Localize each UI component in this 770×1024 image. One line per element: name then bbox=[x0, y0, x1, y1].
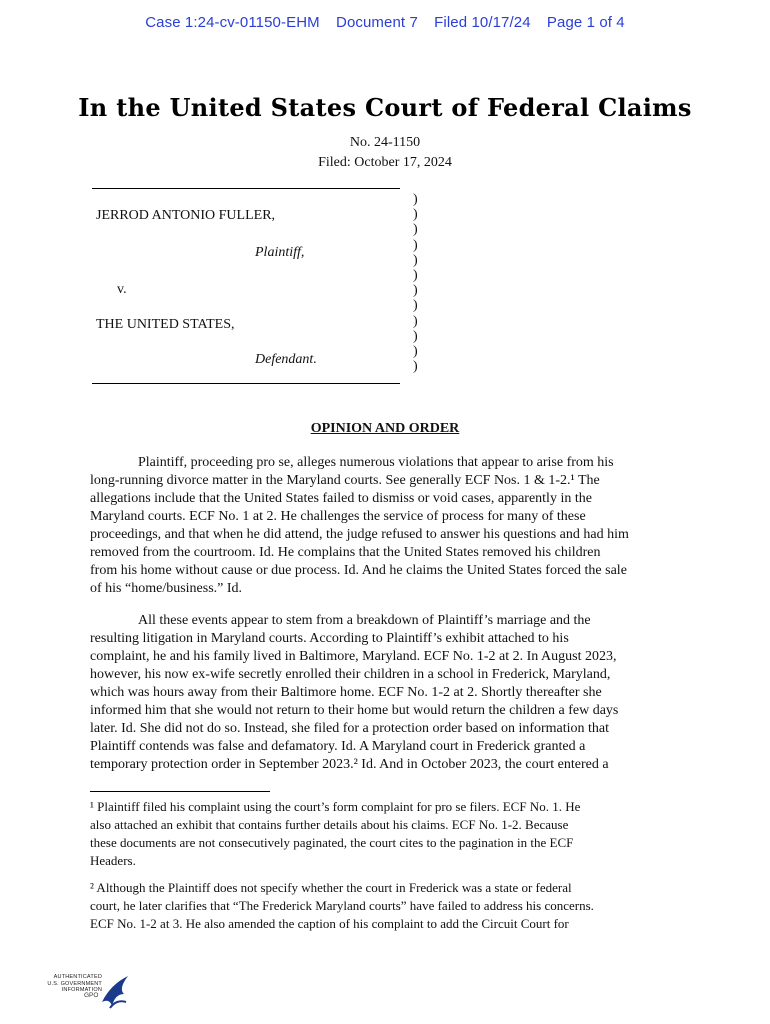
caption-paren: ) bbox=[413, 298, 418, 314]
caption-paren: ) bbox=[413, 192, 418, 207]
document-number-stamp: Document 7 bbox=[336, 14, 418, 31]
paragraph-line: complaint, he and his family lived in Baltimore, Maryland. ECF No. 1-2 at 2. In August 2023, bbox=[90, 649, 617, 664]
paragraph-1 bbox=[90, 454, 680, 598]
court-title: In the United States Court of Federal Claims bbox=[78, 93, 692, 122]
filed-date-stamp: Filed 10/17/24 bbox=[434, 14, 531, 31]
plaintiff-role: Plaintiff, bbox=[255, 245, 305, 260]
caption-paren: ) bbox=[413, 313, 418, 329]
caption-paren: ) bbox=[413, 359, 418, 375]
caption-paren: ) bbox=[413, 328, 418, 344]
paragraph-line: Plaintiff, proceeding pro se, alleges numerous violations that appear to arise from his bbox=[138, 455, 614, 470]
defendant-role: Defendant. bbox=[255, 352, 317, 367]
paragraph-line: from his home without cause or due process. Id. And he claims the United States forced the sale bbox=[90, 563, 627, 578]
paragraph-line: resulting litigation in Maryland courts. According to Plaintiff’s exhibit attached to his bbox=[90, 631, 569, 646]
paragraph-2 bbox=[90, 612, 680, 774]
paragraph-line: Plaintiff contends was false and defamatory. Id. A Maryland court in Frederick granted a bbox=[90, 739, 586, 754]
versus-label: v. bbox=[117, 282, 127, 297]
footnote-divider bbox=[90, 791, 270, 792]
paragraph-line: Maryland courts. ECF No. 1 at 2. He challenges the service of process for many of these bbox=[90, 509, 586, 524]
paragraph-line: long-running divorce matter in the Maryland courts. See generally ECF Nos. 1 & 1-2.¹ The bbox=[90, 473, 600, 488]
gpo-line-3: INFORMATION bbox=[61, 987, 102, 993]
paragraph-line: informed him that she would not return to their home but would return the children a few days bbox=[90, 703, 619, 718]
gpo-line-2: U.S. GOVERNMENT bbox=[47, 980, 102, 987]
gpo-mark: GPO bbox=[84, 992, 99, 999]
caption-paren: ) bbox=[413, 268, 418, 284]
footnote-line: ¹ Plaintiff filed his complaint using the court’s form complaint for pro se filers. ECF No. 1. He bbox=[90, 799, 581, 814]
ecf-header-stamp bbox=[0, 14, 770, 31]
footnote-line: court, he later clarifies that “The Frederick Maryland courts” have failed to address his concerns. bbox=[90, 898, 594, 913]
paragraph-line: however, his now ex-wife secretly enrolled their children in a school in Frederick, Maryland, bbox=[90, 667, 611, 682]
opinion-heading: OPINION AND ORDER bbox=[310, 421, 460, 436]
footnote-1 bbox=[90, 798, 680, 870]
paragraph-line: which was hours away from their Baltimore home. ECF No. 1-2 at 2. Shortly thereafter she bbox=[90, 685, 602, 700]
caption-parentheses bbox=[413, 192, 423, 374]
plaintiff-name: JERROD ANTONIO FULLER, bbox=[96, 208, 276, 223]
footnote-2 bbox=[90, 879, 680, 933]
paragraph-line: allegations include that the United States failed to dismiss or void cases, apparently in the bbox=[90, 491, 592, 506]
footnote-line: also attached an exhibit that contains further details about his claims. ECF No. 1-2. Because bbox=[90, 817, 569, 832]
case-number: No. 24-1150 bbox=[349, 135, 421, 150]
eagle-icon bbox=[96, 972, 132, 1012]
paragraph-line: proceedings, and that when he did attend, the judge refused to answer his questions and had him bbox=[90, 527, 629, 542]
case-number-stamp: Case 1:24-cv-01150-EHM bbox=[145, 14, 320, 31]
caption-bottom-rule bbox=[92, 383, 400, 384]
caption-paren: ) bbox=[413, 237, 418, 253]
paragraph-line: of his “home/business.” Id. bbox=[90, 581, 243, 596]
footnote-line: ECF No. 1-2 at 3. He also amended the caption of his complaint to add the Circuit Court for bbox=[90, 916, 569, 931]
page-number-stamp: Page 1 of 4 bbox=[546, 14, 625, 31]
caption-paren: ) bbox=[413, 344, 418, 360]
footnote-line: these documents are not consecutively paginated, the court cites to the pagination in the ECF bbox=[90, 835, 574, 850]
paragraph-line: removed from the courtroom. Id. He complains that the United States removed his children bbox=[90, 545, 601, 560]
filed-date: Filed: October 17, 2024 bbox=[318, 155, 452, 170]
caption-paren: ) bbox=[413, 252, 418, 268]
footnote-line: ² Although the Plaintiff does not specify whether the court in Frederick was a state or federal bbox=[90, 880, 572, 895]
gpo-authentication-logo bbox=[40, 972, 130, 1016]
defendant-name: THE UNITED STATES, bbox=[96, 317, 235, 332]
paragraph-line: temporary protection order in September 2023.² Id. And in October 2023, the court entered a bbox=[90, 757, 609, 772]
caption-top-rule bbox=[92, 188, 400, 189]
paragraph-line: All these events appear to stem from a breakdown of Plaintiff’s marriage and the bbox=[138, 613, 591, 628]
paragraph-line: later. Id. She did not do so. Instead, she filed for a protection order based on information that bbox=[90, 721, 610, 736]
caption-paren: ) bbox=[413, 222, 418, 238]
gpo-line-1: AUTHENTICATED bbox=[53, 974, 102, 980]
caption-paren: ) bbox=[413, 207, 418, 223]
footnote-line: Headers. bbox=[90, 853, 136, 868]
gpo-logo-text bbox=[40, 974, 102, 994]
caption-paren: ) bbox=[413, 283, 418, 299]
